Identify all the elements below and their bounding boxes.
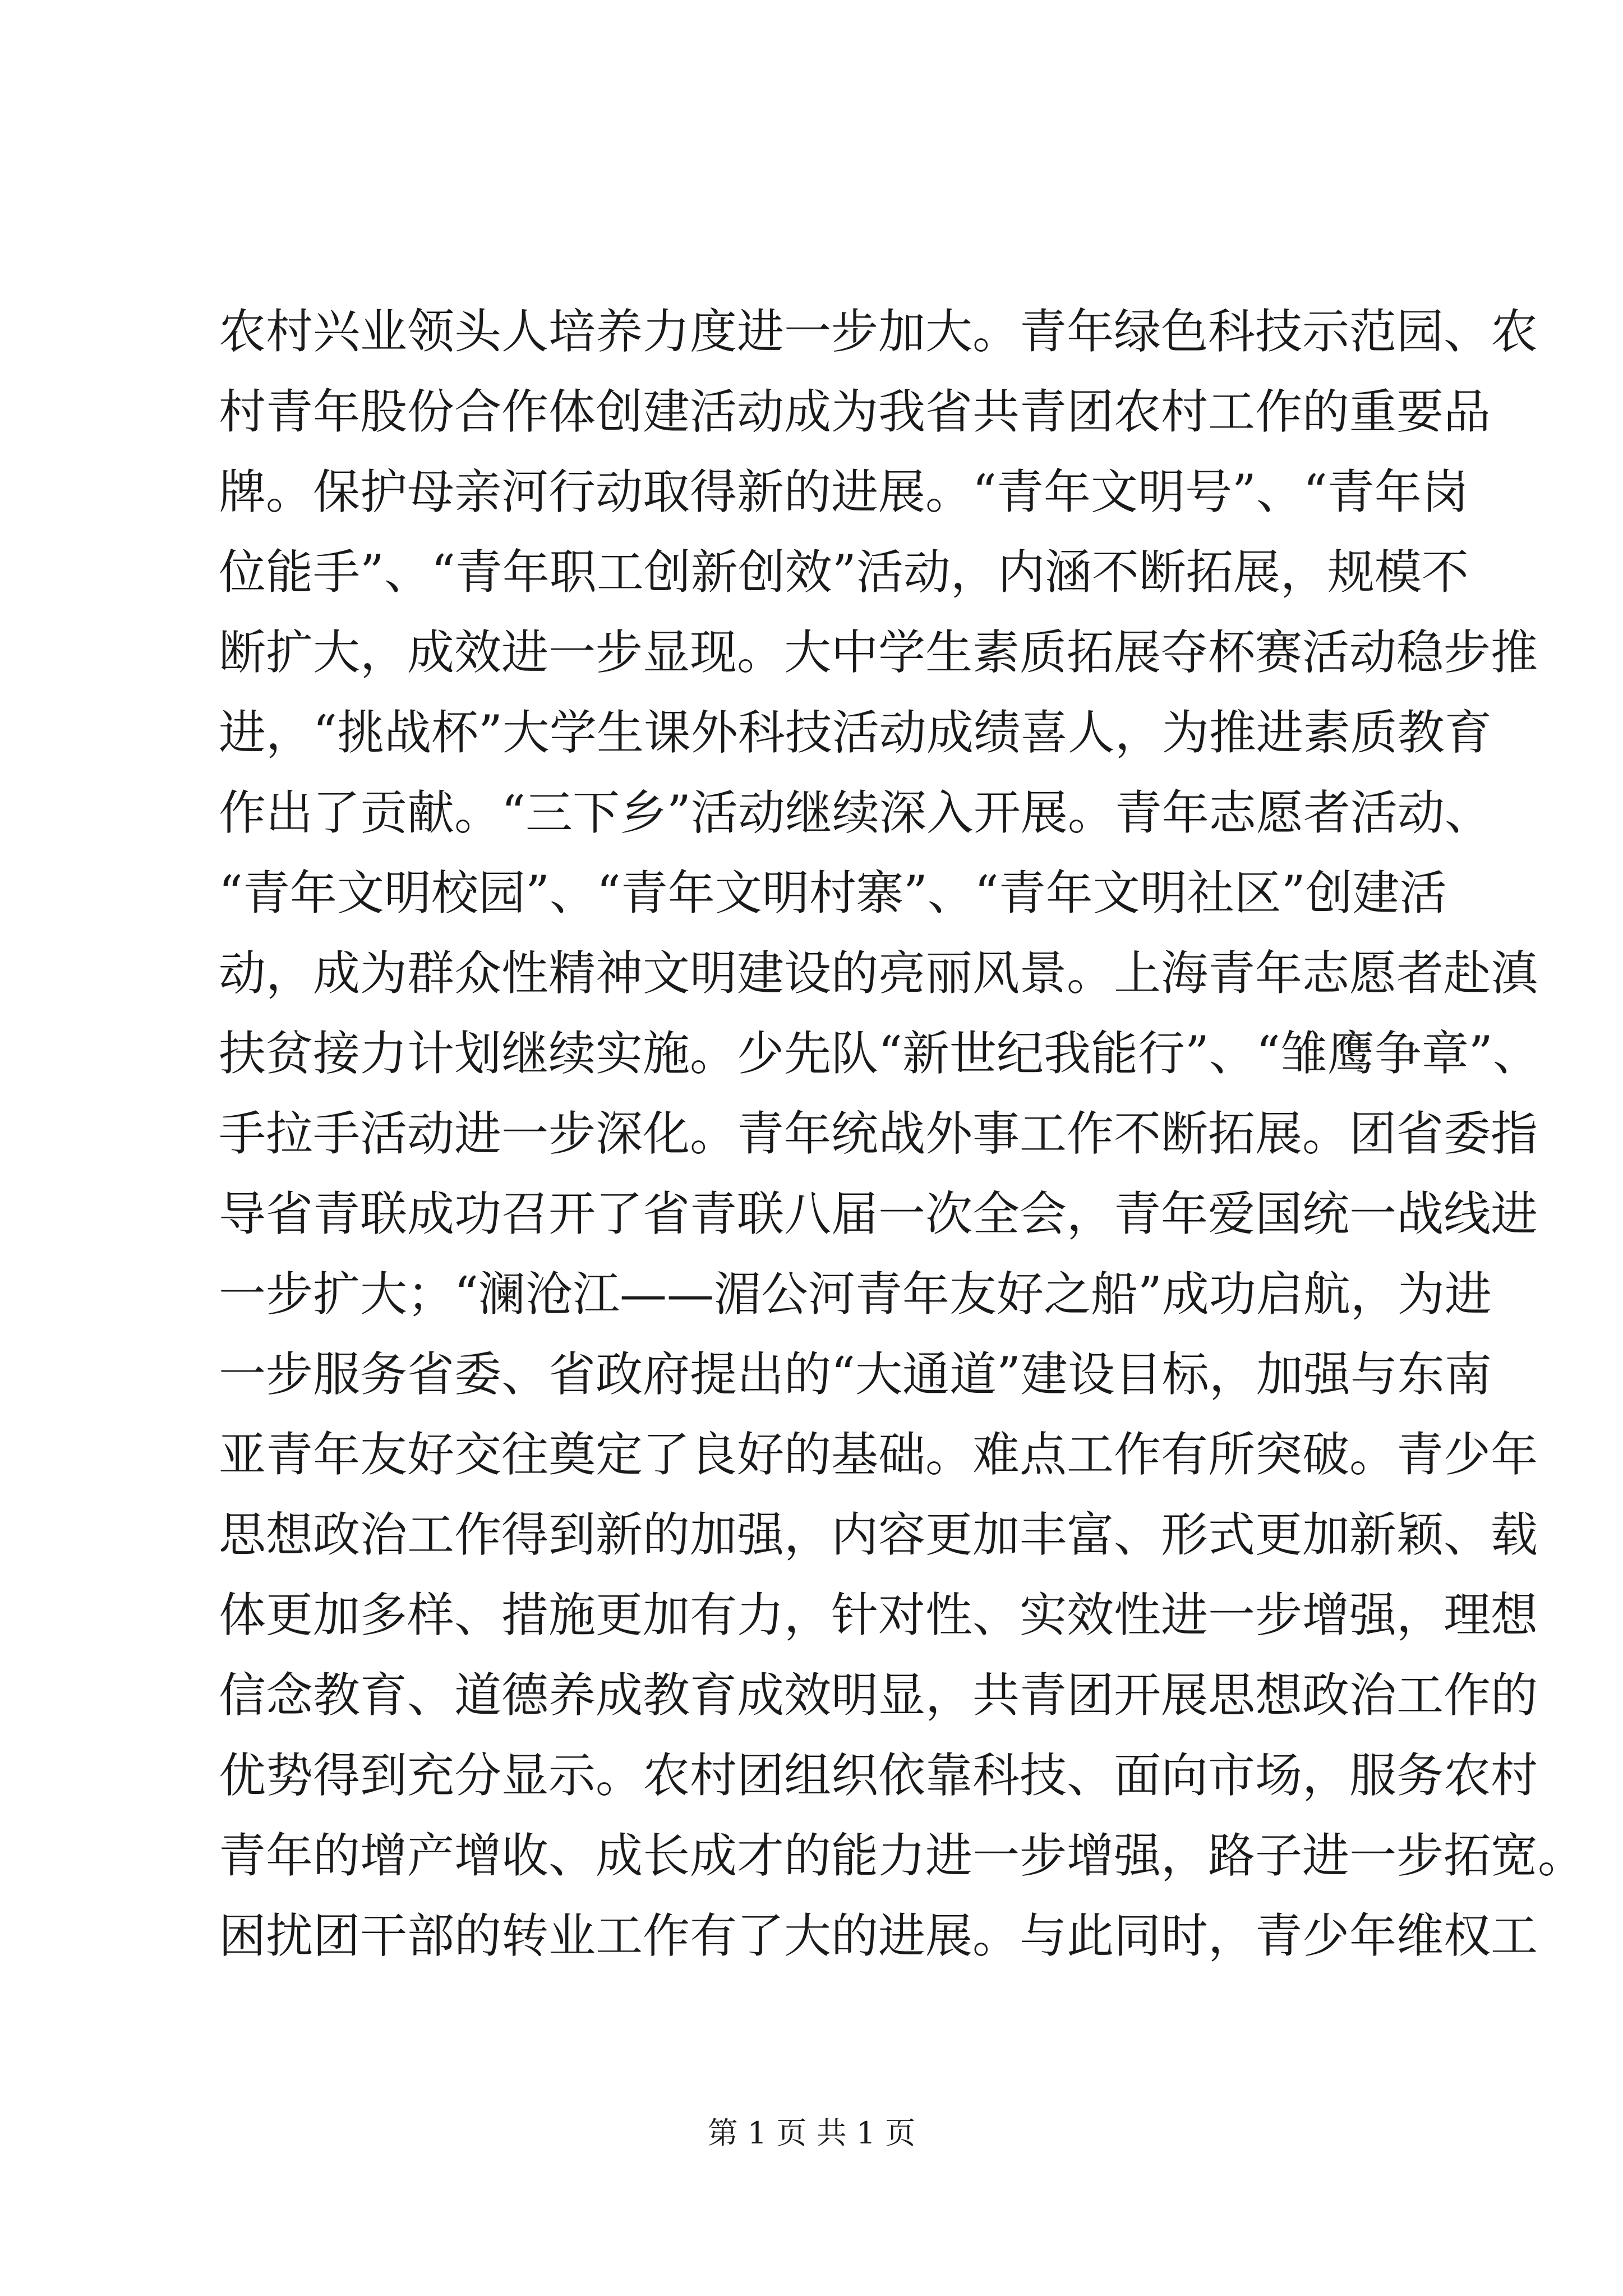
text-line: 进，“挑战杯”大学生课外科技活动成绩喜人，为推进素质教育 [219,705,1492,760]
text-line: 断扩大，成效进一步显现。大中学生素质拓展夺杯赛活动稳步推 [219,625,1538,680]
text-line: 青年的增产增收、成长成才的能力进一步增强，路子进一步拓宽。 [219,1828,1585,1883]
text-line: 牌。保护母亲河行动取得新的进展。“青年文明号”、“青年岗 [219,464,1469,519]
text-line: 村青年股份合作体创建活动成为我省共青团农村工作的重要品 [219,384,1491,439]
text-line: 信念教育、道德养成教育成效明显，共青团开展思想政治工作的 [219,1668,1538,1723]
text-line: 亚青年友好交往奠定了良好的基础。难点工作有所突破。青少年 [219,1427,1538,1482]
text-line: 农村兴业领头人培养力度进一步加大。青年绿色科技示范园、农 [219,304,1538,359]
page-number-footer: 第 1 页 共 1 页 [707,2115,916,2151]
text-line: 体更加多样、措施更加有力，针对性、实效性进一步增强，理想 [219,1588,1538,1642]
text-line: 思想政治工作得到新的加强，内容更加丰富、形式更加新颖、载 [219,1507,1538,1562]
text-line: 优势得到充分显示。农村团组织依靠科技、面向市场，服务农村 [219,1748,1538,1803]
text-line: 扶贫接力计划继续实施。少先队“新世纪我能行”、“雏鹰争章”、 [219,1026,1540,1081]
text-line: 困扰团干部的转业工作有了大的进展。与此同时，青少年维权工 [219,1908,1538,1963]
text-line: 导省青联成功召开了省青联八届一次全会，青年爱国统一战线进 [219,1186,1538,1241]
body-paragraph [219,292,1585,1976]
text-line: 一步服务省委、省政府提出的“大通道”建设目标，加强与东南 [219,1347,1492,1402]
text-line: “青年文明校园”、“青年文明村寨”、“青年文明社区”创建活 [219,866,1447,921]
text-line: 一步扩大；“澜沧江——湄公河青年友好之船”成功启航，为进 [219,1267,1492,1322]
text-line: 手拉手活动进一步深化。青年统战外事工作不断拓展。团省委指 [219,1106,1538,1161]
text-line: 作出了贡献。“三下乡”活动继续深入开展。青年志愿者活动、 [219,785,1492,840]
text-line: 位能手”、“青年职工创新创效”活动，内涵不断拓展，规模不 [219,545,1469,600]
text-line: 动，成为群众性精神文明建设的亮丽风景。上海青年志愿者赴滇 [219,946,1538,1001]
